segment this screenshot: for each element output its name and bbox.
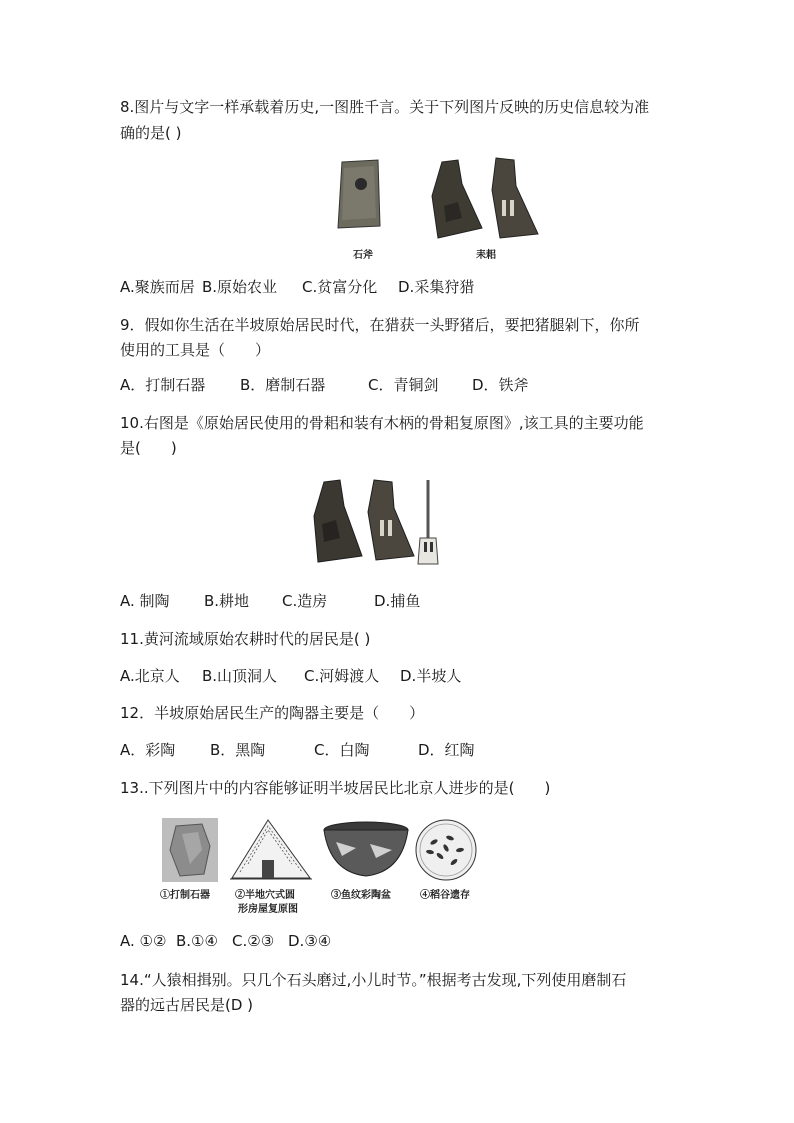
- fish-pattern-painted-basin-image: [324, 822, 408, 876]
- caption-round-house-line-2: 形房屋复原图: [238, 904, 298, 915]
- caption-rice-remains: ④稻谷遗存: [420, 890, 470, 901]
- q8-option-b[interactable]: B.原始农业: [202, 278, 278, 296]
- semi-subterranean-house-image: [230, 820, 312, 879]
- q10-figure-bone-si: [306, 476, 446, 572]
- bone-si-image: [314, 480, 414, 562]
- q10-options: [120, 590, 420, 612]
- q12-option-a[interactable]: A．彩陶: [120, 741, 176, 759]
- q8-option-c[interactable]: C.贫富分化: [302, 278, 378, 296]
- q12-options: [120, 739, 475, 761]
- q13-option-d[interactable]: D.③④: [288, 932, 332, 950]
- caption-lei-si: 耒耜: [476, 250, 496, 261]
- q11-stem: 11.黄河流域原始农耕时代的居民是( ): [120, 630, 371, 648]
- rice-grain-remains-image: [416, 820, 476, 880]
- q8-option-a[interactable]: A.聚族而居: [120, 278, 195, 296]
- caption-chipped-stone-tool: ①打制石器: [160, 890, 210, 901]
- q9-stem-line-2: 使用的工具是（ ）: [120, 341, 271, 359]
- q12-option-b[interactable]: B．黑陶: [210, 741, 266, 759]
- q13-option-c[interactable]: C.②③: [232, 932, 275, 950]
- q10-option-a[interactable]: A. 制陶: [120, 592, 170, 610]
- caption-round-house-line-1: ②半地穴式圆: [235, 890, 295, 901]
- q9-option-b[interactable]: B．磨制石器: [240, 376, 326, 394]
- q10-option-b[interactable]: B.耕地: [204, 592, 250, 610]
- caption-stone-axe: 石斧: [353, 250, 373, 261]
- q9-option-a[interactable]: A．打制石器: [120, 376, 206, 394]
- q9-stem-line-1: 9．假如你生活在半坡原始居民时代，在猎获一头野猪后，要把猪腿剁下，你所: [120, 316, 640, 334]
- q8-stem-line-2: 确的是( ): [120, 124, 182, 142]
- q10-option-d[interactable]: D.捕鱼: [374, 592, 421, 610]
- q13-options: [120, 930, 331, 952]
- q9-option-c[interactable]: C．青铜剑: [368, 376, 439, 394]
- q11-options: [120, 665, 461, 687]
- q12-option-d[interactable]: D．红陶: [418, 741, 475, 759]
- q11-option-c[interactable]: C.河姆渡人: [304, 667, 380, 685]
- q13-option-a[interactable]: A. ①②: [120, 932, 167, 950]
- q12-stem: 12．半坡原始居民生产的陶器主要是（ ）: [120, 704, 425, 722]
- q10-stem-line-2: 是( ): [120, 439, 177, 457]
- q14-stem-line-1: 14.“人猿相揖别。只几个石头磨过,小儿时节。”根据考古发现,下列使用磨制石: [120, 971, 627, 989]
- q10-option-c[interactable]: C.造房: [282, 592, 328, 610]
- q11-option-a[interactable]: A.北京人: [120, 667, 180, 685]
- q11-option-b[interactable]: B.山顶洞人: [202, 667, 278, 685]
- q9-option-d[interactable]: D．铁斧: [472, 376, 529, 394]
- q11-option-d[interactable]: D.半坡人: [400, 667, 462, 685]
- wooden-handle-reconstruction-image: [418, 480, 438, 564]
- q13-option-b[interactable]: B.①④: [176, 932, 218, 950]
- stone-axe-image: [338, 160, 380, 228]
- q14-stem-line-2: 器的远古居民是(D ): [120, 996, 254, 1014]
- q10-stem-line-1: 10.右图是《原始居民使用的骨耜和装有木柄的骨耜复原图》,该工具的主要功能: [120, 414, 644, 432]
- q13-figure-row: [160, 816, 482, 884]
- lei-si-image: [432, 158, 538, 238]
- chipped-stone-tool-image: [162, 818, 218, 882]
- q12-option-c[interactable]: C．白陶: [314, 741, 370, 759]
- caption-painted-basin: ③鱼纹彩陶盆: [331, 890, 391, 901]
- q8-options: [120, 276, 474, 298]
- q8-stem-line-1: 8.图片与文字一样承载着历史,一图胜千言。关于下列图片反映的历史信息较为准: [120, 98, 650, 116]
- q9-options: [120, 374, 529, 396]
- q8-option-d[interactable]: D.采集狩猎: [398, 278, 475, 296]
- q13-stem: 13..下列图片中的内容能够证明半坡居民比北京人进步的是( ): [120, 779, 551, 797]
